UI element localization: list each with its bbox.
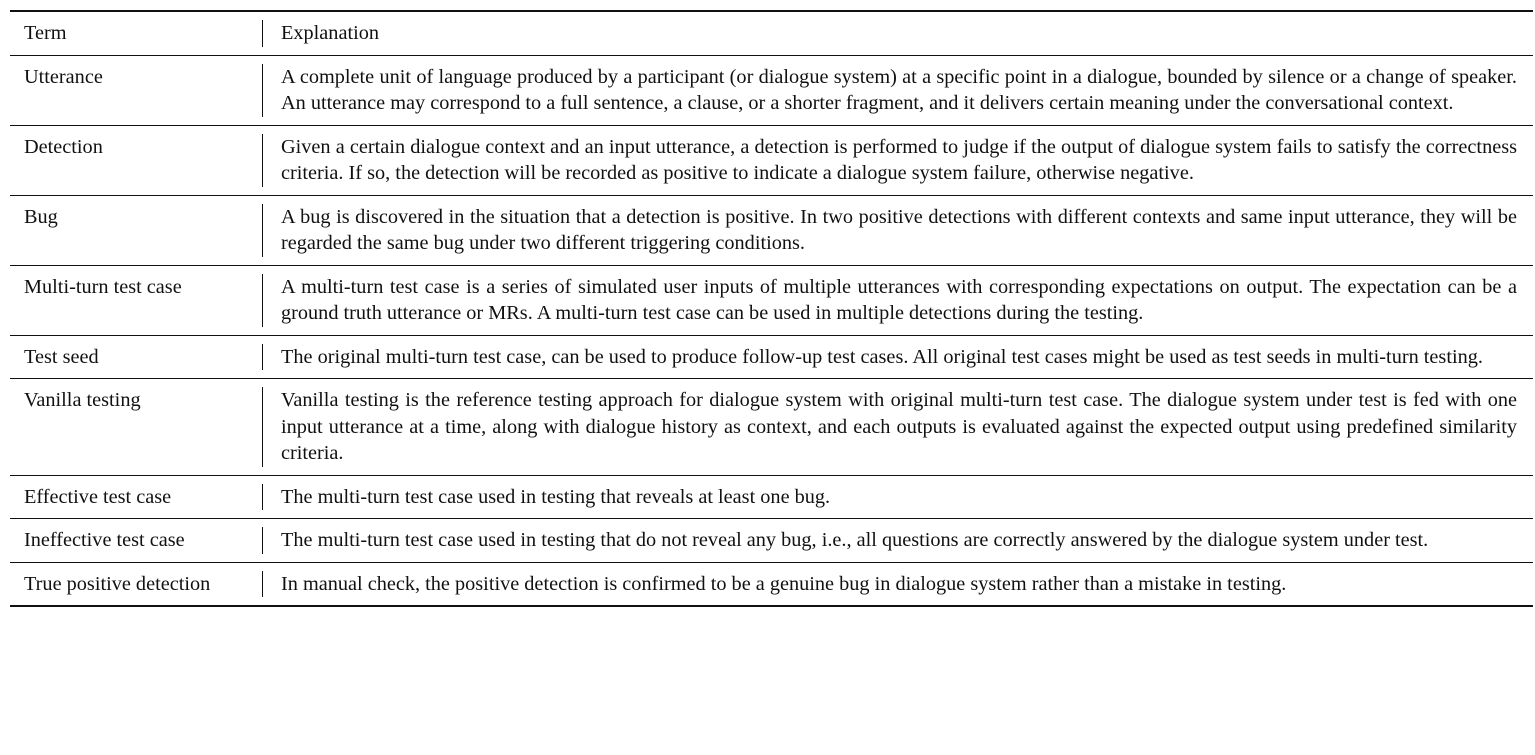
- explanation-text: A bug is discovered in the situation that a detection is positive. In two positive detections with different contexts and same input utterance, they will be regarded the same bug under two different triggering conditions.: [262, 204, 1517, 257]
- term-cell: Effective test case: [24, 485, 172, 508]
- table-row: [10, 265, 1533, 335]
- table-header: [10, 11, 1533, 55]
- explanation-cell: [262, 125, 1533, 195]
- table-row: [10, 195, 1533, 265]
- term-cell: Test seed: [24, 345, 99, 368]
- explanation-cell: [262, 379, 1533, 476]
- terminology-table-container: [10, 10, 1533, 607]
- explanation-text: The original multi-turn test case, can be used to produce follow-up test cases. All original test cases might be used as test seeds in multi-turn testing.: [262, 344, 1517, 371]
- table-row: [10, 519, 1533, 563]
- table-row: [10, 379, 1533, 476]
- explanation-cell: [262, 265, 1533, 335]
- explanation-text: A complete unit of language produced by a participant (or dialogue system) at a specific point in a dialogue, bounded by silence or a change of speaker. An utterance may correspond to a full sentence, a clause, or a shorter fragment, and it delivers certain meaning under the conversational context.: [262, 64, 1517, 117]
- term-cell: Ineffective test case: [24, 529, 185, 551]
- term-cell: Detection: [24, 135, 103, 158]
- explanation-cell: [262, 195, 1533, 265]
- explanation-text: In manual check, the positive detection is confirmed to be a genuine bug in dialogue system rather than a mistake in testing.: [262, 571, 1517, 598]
- explanation-text: The multi-turn test case used in testing that do not reveal any bug, i.e., all questions are correctly answered by the dialogue system under test.: [262, 527, 1517, 554]
- header-explanation-cell: [262, 11, 1533, 55]
- table-row: [10, 55, 1533, 125]
- term-cell: Utterance: [24, 65, 103, 88]
- header-explanation: Explanation: [262, 20, 1517, 47]
- explanation-text: Given a certain dialogue context and an input utterance, a detection is performed to judge if the output of dialogue system fails to satisfy the correctness criteria. If so, the detection will be recorded as positive to indicate a dialogue system failure, otherwise negative.: [262, 134, 1517, 187]
- explanation-cell: [262, 519, 1533, 563]
- explanation-cell: [262, 335, 1533, 379]
- term-cell: Multi-turn test case: [24, 275, 182, 298]
- explanation-text: The multi-turn test case used in testing that reveals at least one bug.: [262, 484, 1517, 511]
- table-row: [10, 562, 1533, 606]
- table-body: [10, 55, 1533, 606]
- term-cell: Vanilla testing: [24, 389, 141, 411]
- table-row: [10, 475, 1533, 519]
- terminology-table: [10, 10, 1533, 607]
- header-term: Term: [24, 22, 67, 44]
- explanation-text: A multi-turn test case is a series of simulated user inputs of multiple utterances with corresponding expectations on output. The expectation can be a ground truth utterance or MRs. A multi-turn test case can be used in multiple detections during the testing.: [262, 274, 1517, 327]
- explanation-cell: [262, 475, 1533, 519]
- term-cell: True positive detection: [24, 572, 211, 595]
- explanation-cell: [262, 562, 1533, 606]
- explanation-text: Vanilla testing is the reference testing approach for dialogue system with original multi-turn test case. The dialogue system under test is fed with one input utterance at a time, along with dialogue history as context, and each outputs is evaluated against the expected output using predefined similarity criteria.: [262, 387, 1517, 467]
- header-row: [10, 11, 1533, 55]
- term-cell: Bug: [24, 205, 58, 228]
- table-row: [10, 125, 1533, 195]
- table-row: [10, 335, 1533, 379]
- explanation-cell: [262, 55, 1533, 125]
